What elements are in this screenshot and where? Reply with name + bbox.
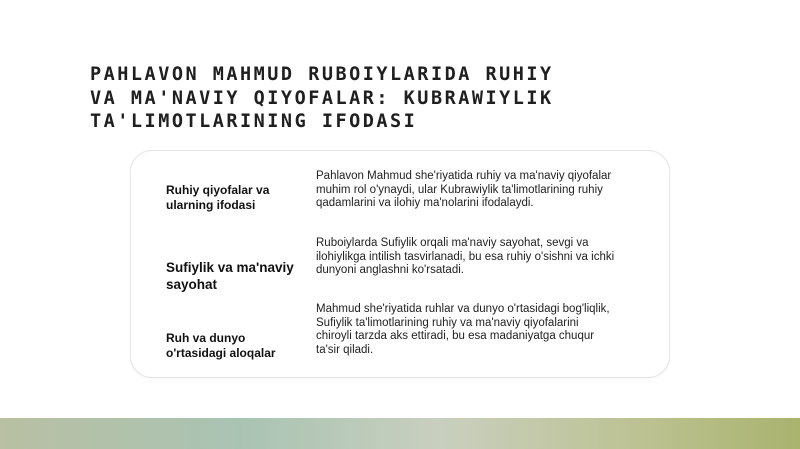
title-line: TA'LIMOTLARINING IFODASI [90, 111, 418, 132]
label-line: ularning ifodasi [166, 198, 256, 212]
description-line: Ruboiylarda Sufiylik orqali ma'naviy sayohat, sevgi va [316, 237, 589, 249]
decorative-bottom-band [0, 418, 800, 449]
label-line: o'rtasidagi aloqalar [166, 346, 276, 360]
description-line: qadamlarini va ilohiy ma'nolarini ifodalaydi. [316, 197, 534, 209]
title-line: PAHLAVON MAHMUD RUBOIYLARIDA RUHIY [90, 64, 554, 85]
row-label-ruhiy-qiyofalar [166, 183, 269, 213]
description-line: ta'sir qiladi. [316, 343, 374, 356]
label-line: Sufiylik va ma'naviy [166, 260, 294, 275]
row-description-ruhiy-qiyofalar [316, 170, 651, 211]
row-label-ruh-va-dunyo [166, 331, 276, 361]
row-description-sufiylik [316, 237, 651, 278]
label-line: Ruh va dunyo [166, 331, 246, 345]
description-line: Pahlavon Mahmud she'riyatida ruhiy va ma'naviy qiyofalar [316, 170, 612, 182]
slide-title [90, 63, 770, 134]
title-line: VA MA'NAVIY QIYOFALAR: KUBRAWIYLIK [90, 87, 554, 109]
row-description-ruh-va-dunyo [316, 303, 651, 357]
row-label-sufiylik [166, 259, 294, 293]
description-line: Sufiylik ta'limotlarining ruhiy va ma'naviy qiyofalarini [316, 316, 579, 329]
label-line: Ruhiy qiyofalar va [166, 183, 270, 197]
description-line: Mahmud she'riyatida ruhlar va dunyo o'rtasidagi bog'liqlik, [316, 303, 610, 315]
description-line: dunyoni anglashni ko'rsatadi. [316, 264, 464, 276]
description-line: ilohiylikga intilish tasvirlanadi, bu esa ruhiy o'sishni va ichki [316, 250, 615, 263]
description-line: muhim rol o'ynaydi, ular Kubrawiylik ta'limotlarining ruhiy [316, 183, 603, 196]
label-line: sayohat [166, 277, 218, 292]
description-line: chiroyli tarzda aks ettiradi, bu esa madaniyatga chuqur [316, 330, 595, 342]
